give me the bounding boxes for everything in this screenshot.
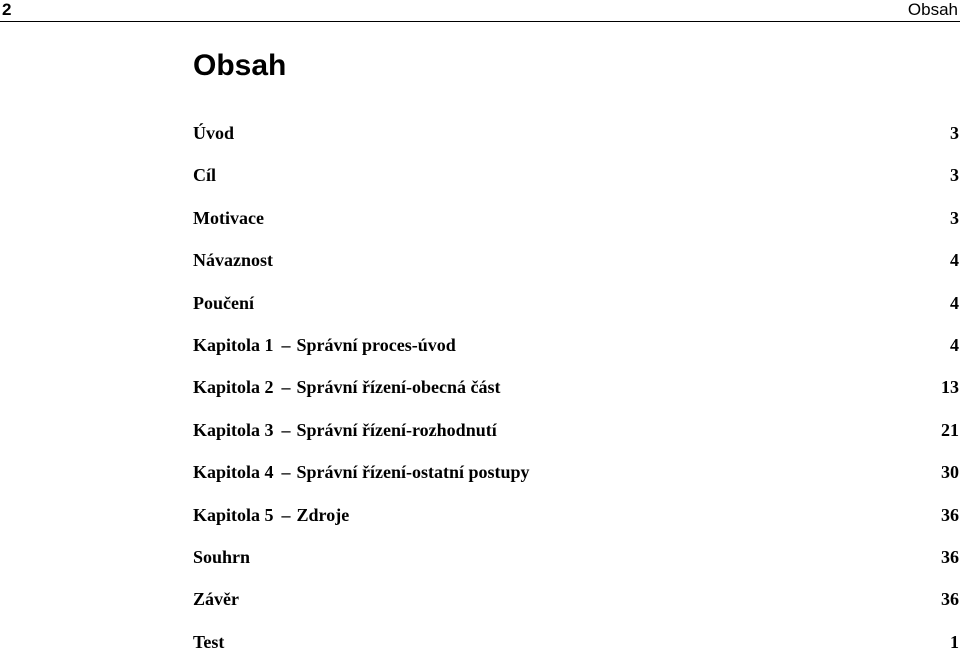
toc-dash: – xyxy=(281,334,291,355)
toc-entry-cil[interactable] xyxy=(193,163,959,205)
toc-entry-kapitola-5[interactable] xyxy=(193,503,959,545)
toc-entry-kapitola-4[interactable] xyxy=(193,460,959,502)
toc-entry-kapitola-2[interactable] xyxy=(193,375,959,417)
header-rule xyxy=(0,21,960,22)
toc-chapter-number: Kapitola 3 xyxy=(193,419,274,440)
toc-chapter-number: Kapitola 2 xyxy=(193,377,274,398)
toc-chapter-number: Kapitola 4 xyxy=(193,462,274,483)
toc-entry-page: 4 xyxy=(950,292,959,313)
toc-dash: – xyxy=(281,462,291,483)
toc-entry-label: Souhrn xyxy=(193,546,251,567)
toc-entry-zaver[interactable] xyxy=(193,587,959,629)
toc-entry-label: Test xyxy=(193,631,225,652)
toc-entry-page: 1 xyxy=(950,631,959,652)
page-number: 2 xyxy=(2,0,12,19)
toc-entry-label: Cíl xyxy=(193,165,217,186)
toc-chapter-title: Správní řízení-obecná část xyxy=(296,377,501,398)
toc-entry-test[interactable] xyxy=(193,630,959,672)
toc-chapter-title: Správní řízení-rozhodnutí xyxy=(296,419,497,440)
toc-chapter-number: Kapitola 1 xyxy=(193,334,274,355)
toc-entry-page: 21 xyxy=(941,419,959,440)
toc-entry-label xyxy=(193,503,349,527)
toc-entry-page: 3 xyxy=(950,207,959,228)
toc-dash: – xyxy=(281,504,291,525)
toc-dash: – xyxy=(281,419,291,440)
running-header xyxy=(0,0,960,24)
toc-entry-label xyxy=(193,375,501,399)
toc-chapter-title: Správní proces-úvod xyxy=(296,334,456,355)
toc-entry-page: 4 xyxy=(950,250,959,271)
toc-entry-label: Závěr xyxy=(193,589,239,610)
toc-entry-label: Návaznost xyxy=(193,250,273,271)
toc-entry-souhrn[interactable] xyxy=(193,545,959,587)
table-of-contents xyxy=(193,121,959,672)
toc-chapter-number: Kapitola 5 xyxy=(193,504,274,525)
toc-entry-page: 36 xyxy=(941,504,959,525)
toc-entry-kapitola-3[interactable] xyxy=(193,418,959,460)
toc-entry-label xyxy=(193,460,530,484)
toc-dash: – xyxy=(281,377,291,398)
toc-heading: Obsah xyxy=(193,49,287,82)
toc-chapter-title: Zdroje xyxy=(296,504,350,525)
toc-entry-navaznost[interactable] xyxy=(193,248,959,290)
toc-entry-label xyxy=(193,333,456,357)
toc-chapter-title: Správní řízení-ostatní postupy xyxy=(296,462,530,483)
toc-entry-pouceni[interactable] xyxy=(193,291,959,333)
toc-entry-label: Motivace xyxy=(193,207,264,228)
toc-entry-page: 36 xyxy=(941,589,959,610)
toc-entry-uvod[interactable] xyxy=(193,121,959,163)
toc-entry-label: Úvod xyxy=(193,123,235,143)
toc-entry-page: 3 xyxy=(950,123,959,143)
toc-entry-page: 13 xyxy=(941,377,959,398)
toc-entry-label xyxy=(193,418,497,442)
toc-entry-page: 30 xyxy=(941,462,959,483)
toc-entry-page: 4 xyxy=(950,334,959,355)
toc-entry-page: 36 xyxy=(941,546,959,567)
toc-entry-motivace[interactable] xyxy=(193,206,959,248)
toc-entry-kapitola-1[interactable] xyxy=(193,333,959,375)
running-header-title: Obsah xyxy=(907,0,958,19)
toc-entry-label: Poučení xyxy=(193,292,254,313)
toc-entry-page: 3 xyxy=(950,165,959,186)
